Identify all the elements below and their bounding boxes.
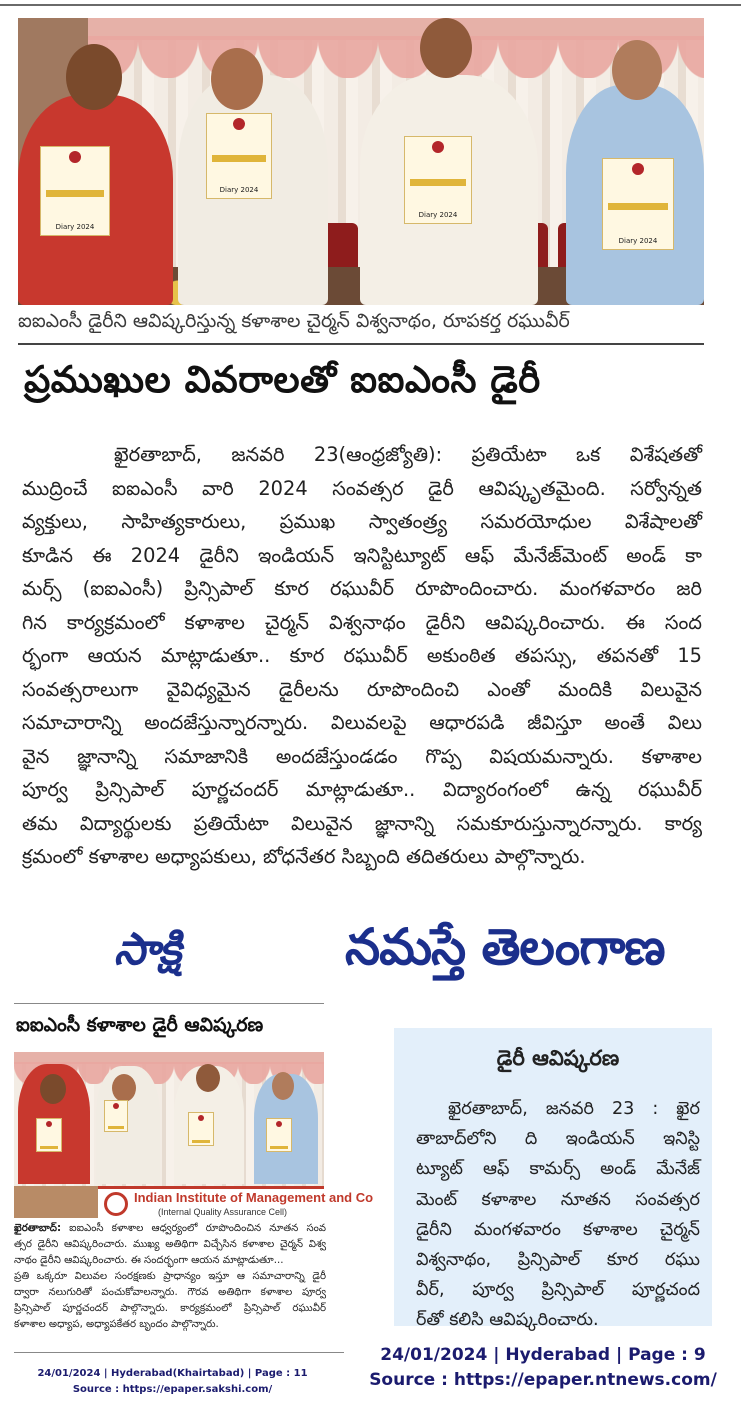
article-headline: ప్రముఖుల వివరాలతో ఐఐఎంసీ డైరీ (24, 358, 541, 401)
article-line: వీర్, పూర్వ ప్రిన్సిపాల్ పూర్ణచంద (416, 1280, 700, 1301)
article-line: గిన కార్యక్రమంలో కళాశాల చైర్మన్ విశ్వనాథం డైరీని ఆవిష్కరించారు. ఈ సంద (22, 610, 702, 634)
article-line: ఖైరతాబాద్, జనవరి 23 : ఖైర (448, 1099, 700, 1119)
banner-title: Indian Institute of Management and Co (134, 1190, 374, 1205)
diary-cover: Diary 2024 (40, 146, 110, 236)
diary-cover (188, 1112, 214, 1146)
article-line: ర్‌తో కలిసి ఆవిష్కరించారు. (416, 1310, 599, 1331)
article-line: ట్యూట్ ఆఫ్ కామర్స్ అండ్ మేనేజ్ (416, 1159, 700, 1180)
event-photo-main (18, 18, 704, 305)
article-line: ముద్రించే ఐఐఎంసీ వారి 2024 సంవత్సర డైరీ ఆవిష్కృతమైంది. సర్వోన్నత (22, 476, 702, 500)
namaste-headline: డైరీ ఆవిష్కరణ (496, 1046, 620, 1070)
namaste-article-body (416, 1094, 700, 1336)
diary-cover: Diary 2024 (206, 113, 272, 199)
sakshi-headline: ఐఐఎంసీ కళాశాల డైరీ ఆవిష్కరణ (16, 1014, 264, 1036)
namaste-source-url: Source : https://epaper.ntnews.com/ (369, 1370, 717, 1390)
diary-cover: Diary 2024 (602, 158, 674, 250)
top-border (0, 4, 741, 6)
diary-cover: Diary 2024 (404, 136, 472, 224)
article-line: కూడిన ఈ 2024 డైరీని ఇండియన్ ఇనిస్టిట్యూట్ ఆఫ్ మేనేజ్‌మెంట్ అండ్ కా (22, 543, 702, 567)
article-line: ప్రిన్సిపాల్ పూర్ణచందర్ పాల్గొన్నారు. కార్యక్రమంలో ప్రిన్సిపాల్ రఘువీర్ (14, 1303, 326, 1314)
article-line: ద్వారా నలుగురితో పంచుకోవాలన్నారు. గౌరవ అతిథిగా కళాశాల పూర్వ (14, 1287, 326, 1298)
article-line: ఖైరతాబాద్, జనవరి 23(ఆంధ్రజ్యోతి): ప్రతియేటా ఒక విశేషతతో (114, 443, 702, 466)
namaste-source-date: 24/01/2024 | Hyderabad | Page : 9 (380, 1345, 706, 1365)
article-line: కళాశాల అధ్యాప, అధ్యాపకేతర బృందం పాల్గొన్నారు. (14, 1319, 219, 1330)
institute-banner (98, 1186, 374, 1218)
institute-logo-icon (104, 1192, 128, 1216)
divider (18, 343, 704, 345)
article-line: పూర్వ ప్రిన్సిపాల్ పూర్ణచందర్ మాట్లాడుతూ.. విద్యారంగంలో ఉన్న రఘువీర్ (22, 778, 702, 801)
sakshi-source-date: 24/01/2024 | Hyderabad(Khairtabad) | Page : 11 (37, 1368, 308, 1379)
article-line: వ్యక్తులు, సాహిత్యకారులు, ప్రముఖ స్వాతంత్ర్య సమరయోధుల విశేషాలతో (22, 510, 702, 533)
article-line: తమ విద్యార్థులకు ప్రతియేటా విలువైన జ్ఞానాన్ని సమకూరుస్తున్నారన్నారు. కార్య (22, 811, 702, 835)
article-line: మెంట్ కళాశాల నూతన సంవత్సర (416, 1189, 700, 1210)
event-photo-sakshi (14, 1052, 374, 1218)
article-line: డైరీని మంగళవారం కళాశాల చైర్మన్ (416, 1219, 700, 1240)
article-line: ర్భంగా ఆయన మాట్లాడుతూ.. కూర రఘువీర్ అకుంఠిత తపస్సు, తపనతో 15 (22, 644, 702, 667)
sakshi-logo: సాక్షి (114, 924, 181, 975)
article-line: నాథం డైరీని ఆవిష్కరించారు. ఈ సందర్భంగా ఆయన మాట్లాడుతూ... (14, 1255, 284, 1266)
article-line: విశ్వనాథం, ప్రిన్సిపాల్ కూర రఘు (416, 1249, 700, 1270)
diary-cover (36, 1118, 62, 1152)
article-body (22, 438, 702, 874)
article-line: వైన జ్ఞానాన్ని సమాజానికి అందజేస్తుండడం గొప్ప విషయమన్నారు. కళాశాల (22, 744, 702, 768)
photo-caption: ఐఐఎంసీ డైరీని ఆవిష్కరిస్తున్న కళాశాల చైర్మన్ విశ్వనాథం, రూపకర్త రఘువీర్ (18, 310, 570, 332)
divider (14, 1352, 344, 1353)
article-line: మర్స్ (ఐఐఎంసీ) ప్రిన్సిపాల్ కూర రఘువీర్ రూపొందించారు. మంగళవారం జరి (22, 577, 702, 600)
namaste-article-box (394, 1028, 712, 1331)
article-line: సంవత్సరాలుగా వైవిధ్యమైన డైరీలను రూపొందించి ఎంతో మందికి విలువైన (22, 677, 702, 701)
sakshi-article-body (14, 1221, 326, 1333)
article-line: త్సర డైరీని ఆవిష్కరించారు. ముఖ్య అతిథిగా విచ్చేసిన కళాశాల చైర్మన్ విశ్వ (14, 1239, 326, 1250)
diary-cover (266, 1118, 292, 1152)
divider (14, 1003, 324, 1004)
article-line: క్రమంలో కళాశాల అధ్యాపకులు, బోధనేతర సిబ్బంది తదితరులు పాల్గొన్నారు. (22, 845, 586, 868)
article-line: తాబాద్‌లోని ది ఇండియన్ ఇనిస్టి (416, 1129, 700, 1150)
sakshi-source-url: Source : https://epaper.sakshi.com/ (72, 1384, 273, 1395)
diary-cover (104, 1100, 128, 1132)
namaste-telangana-logo: నమస్తే తెలంగాణ (345, 918, 665, 976)
article-line: సమాచారాన్ని అందజేస్తున్నారన్నారు. విలువలపై ఆధారపడి జీవిస్తూ అంతే విలు (22, 711, 702, 734)
article-line: ఖైరతాబాద్: ఐఐఎంసీ కళాశాల ఆధ్వర్యంలో రూపొందించిన నూతన సంవ (14, 1223, 326, 1234)
banner-subtitle: (Internal Quality Assurance Cell) (158, 1207, 288, 1217)
article-line: ప్రతి ఒక్కరూ విలువల సంరక్షణకు ప్రాధాన్యం ఇస్తూ ఆ సమాచారాన్ని డైరీ (14, 1271, 326, 1282)
dateline: ఖైరతాబాద్: (14, 1223, 62, 1234)
